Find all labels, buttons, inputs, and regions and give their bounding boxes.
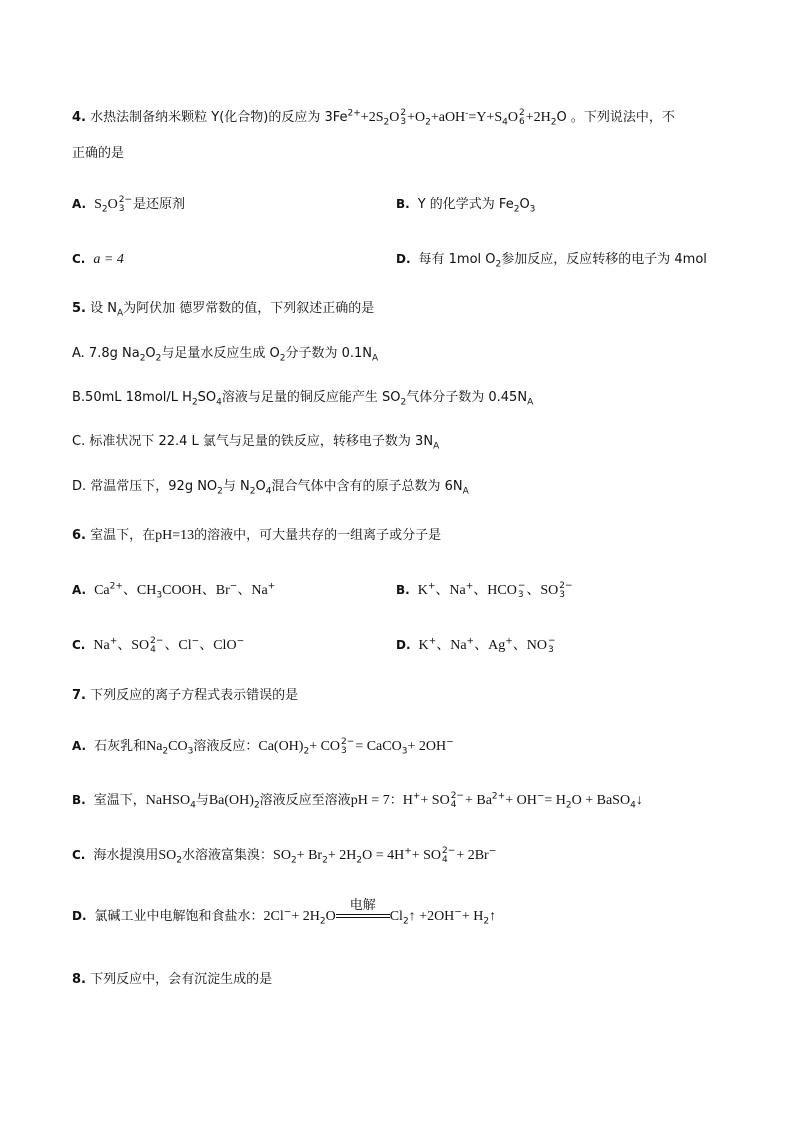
q4-number: 4. (72, 110, 86, 125)
q5-option-c: C. 标准状况下 22.4 L 氯气与足量的铁反应，转移电子数为 $3N_A$ (72, 434, 440, 452)
q6-option-a: A. $Ca^{2+}$、$CH_3COOH$、Br−、Na+ (72, 581, 276, 601)
q4-stem-line1: 4. 水热法制备纳米颗粒 Y(化合物)的反应为 $3Fe^{2+}+2S_2O$ 2 3 $+O_2+aOH^-=Y+S_4O$ 2 6 $+2H_2O$ 。下列说法中，不 (72, 107, 675, 128)
q7-stem: 7. 下列反应的离子方程式表示错误的是 (72, 688, 299, 703)
q7-option-b: B. 室温下，NaHSO$_4$与$Ba(OH)_2$溶液反应至溶液pH = 7：H++ SO 2− 4 + $Ba^{2+}+ OH^-= H_2O$ + BaSO$_4$↓ (72, 790, 643, 811)
q4-stem-line2: 正确的是 (72, 146, 125, 161)
q5-option-d: D. 常温常压下，92g $NO_2$与 $N_2O_4$混合气体中含有的原子总数为 $6N_A$ (72, 479, 469, 497)
q4-option-a: A. $S_2O$ 2− 3 是还原剂 (72, 194, 186, 215)
q6-option-b: B. K+、Na+、HCO − 3 、SO 2− 3 (396, 580, 573, 600)
q6-option-c: C. Na+、SO 2− 4 、Cl−、ClO− (72, 635, 245, 655)
q8-stem: 8. 下列反应中，会有沉淀生成的是 (72, 972, 273, 987)
q7-option-a: A. 石灰乳和$Na_2CO_3$溶液反应：$Ca(OH)_2+$ CO 2− 3 = CaCO$_3$+ 2OH− (72, 736, 454, 757)
q5-stem: 5. 设 $N_A$为阿伏加 德罗常数的值，下列叙述正确的是 (72, 301, 375, 319)
q7-option-d: D. 氯碱工业中电解饱和食盐水：$2Cl^-+ 2H_2O$ 电解 $Cl_2↑ +2OH^-+$ $H_2↑$ (72, 898, 497, 927)
q6-option-d: D. K+、Na+、Ag+、NO − 3 (396, 635, 556, 655)
q4-option-b: B. Y 的化学式为 $Fe_2O_3$ (396, 197, 536, 215)
q4-option-c: C. a = 4 (72, 252, 124, 267)
q5-option-b: B.50mL 18mol/L $H_2SO_4$溶液与足量的铜反应能产生 $SO_2$气体分子数为 $0.45N_A$ (72, 390, 534, 408)
q4-option-d: D. 每有 1mol $O_2$参加反应，反应转移的电子为 4mol (396, 252, 707, 270)
electrolysis-condition: 电解 (336, 899, 390, 918)
q7-option-c: C. 海水提溴用$SO_2$水溶液富集溴：$SO_2+ Br_2+ 2H_2O = 4H^++$ SO 2− 4 + 2Br− (72, 845, 497, 866)
q5-option-a: A. 7.8g $Na_2O_2$与足量水反应生成 $O_2$分子数为 $0.1N_A$ (72, 346, 379, 364)
q6-stem: 6. 室温下，在pH=13的溶液中，可大量共存的一组离子或分子是 (72, 528, 442, 543)
